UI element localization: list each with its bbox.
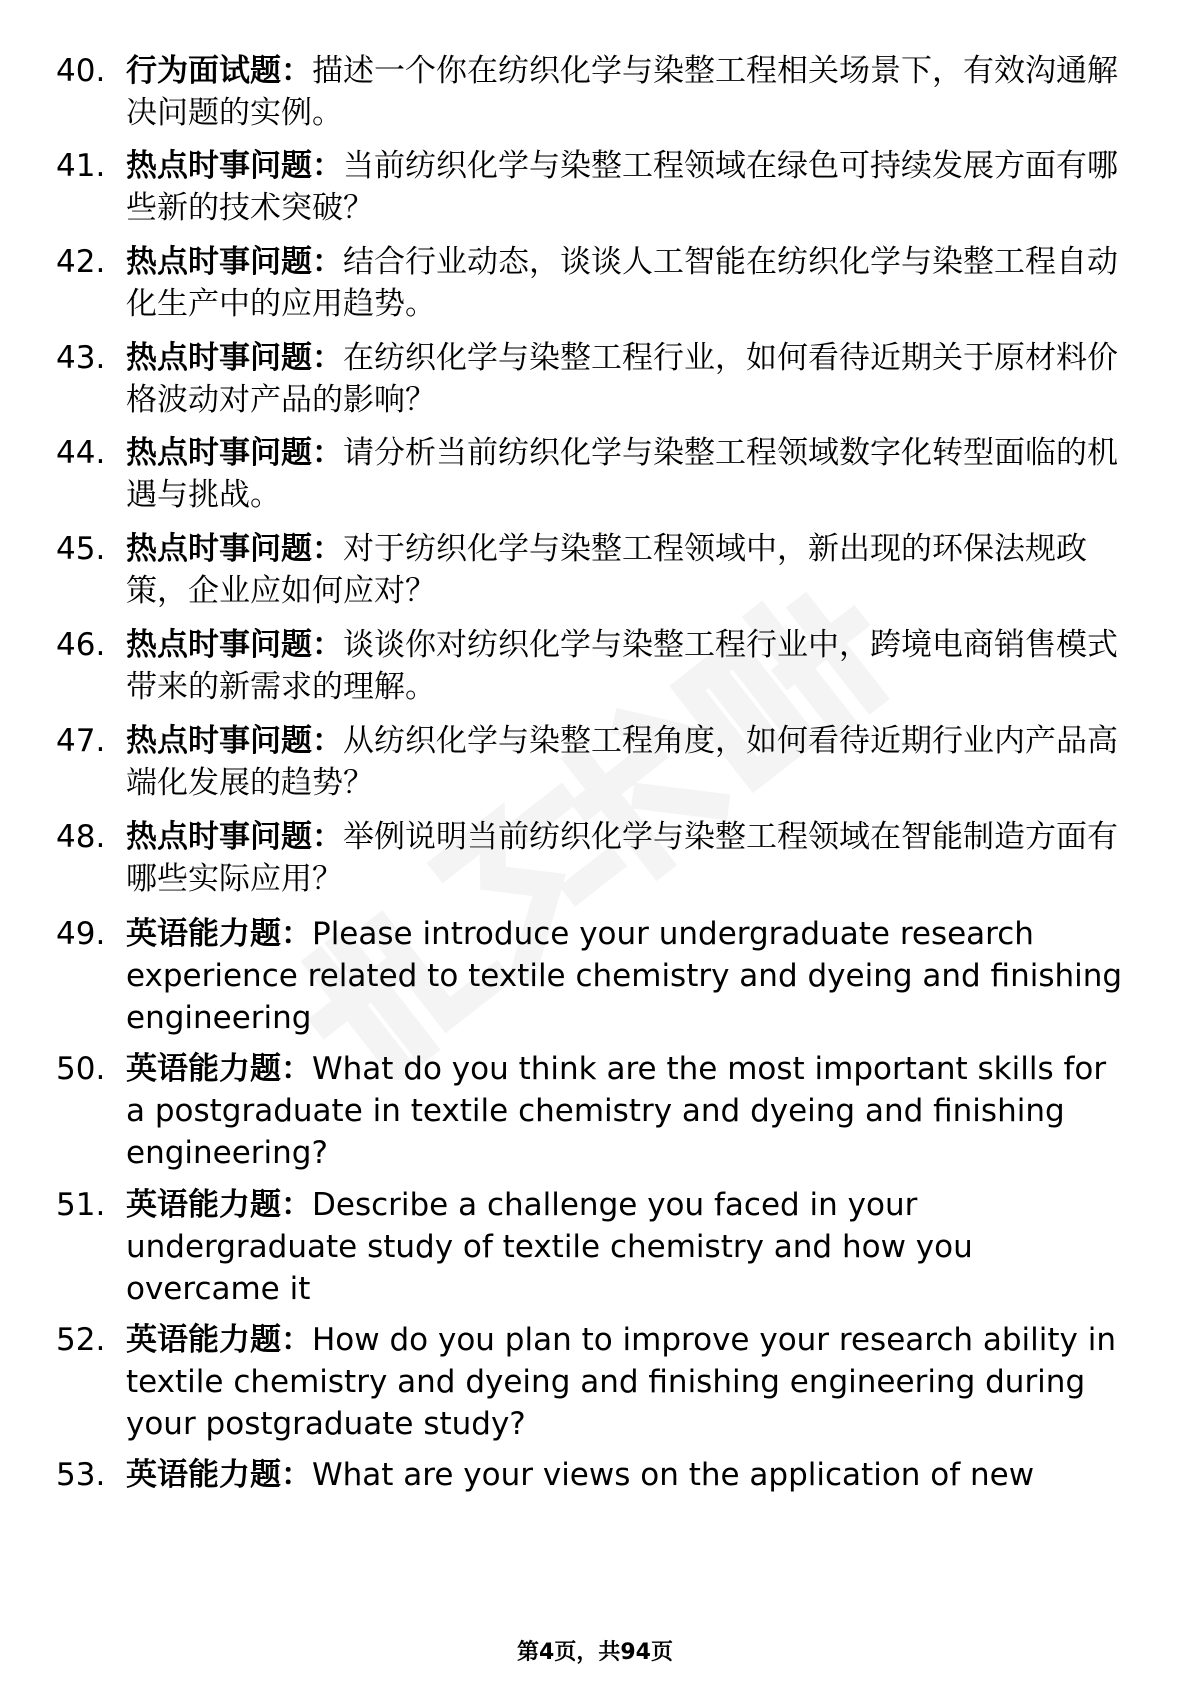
item-category: 热点时事问题：: [126, 627, 343, 663]
item-number: 45.: [56, 531, 106, 567]
item-number: 49.: [56, 916, 106, 952]
item-number: 41.: [56, 148, 106, 184]
item-content: [126, 241, 1126, 325]
item-content: [126, 624, 1126, 708]
item-number: 42.: [56, 244, 106, 280]
item-content: [126, 145, 1126, 229]
page-number-label: 第4页，共94页: [517, 1640, 673, 1665]
item-content: [126, 432, 1126, 516]
item-content: [126, 1454, 1126, 1496]
item-text: 结合行业动态，谈谈人工智能在纺织化学与染整工程自动化生产中的应用趋势。: [126, 244, 1118, 322]
item-category: 英语能力题：: [126, 1051, 312, 1087]
item-number: 51.: [56, 1187, 106, 1223]
item-text: What do you think are the most important skills for a postgraduate in textile chemistry and dyeing and finishing engineering?: [126, 1051, 1107, 1171]
item-text: Please introduce your undergraduate research experience related to textile chemistry and dyeing and finishing engineering: [126, 916, 1123, 1036]
item-category: 英语能力题：: [126, 1457, 312, 1493]
item-number: 40.: [56, 53, 106, 89]
item-text: 当前纺织化学与染整工程领域在绿色可持续发展方面有哪些新的技术突破？: [126, 148, 1118, 226]
item-content: [126, 50, 1126, 134]
item-category: 英语能力题：: [126, 1322, 312, 1358]
item-text: 对于纺织化学与染整工程领域中，新出现的环保法规政策，企业应如何应对？: [126, 531, 1087, 609]
item-category: 热点时事问题：: [126, 340, 343, 376]
item-content: [126, 816, 1126, 900]
item-category: 热点时事问题：: [126, 148, 343, 184]
item-content: [126, 1184, 1126, 1310]
item-text: How do you plan to improve your research ability in textile chemistry and dyeing and finishing engineering during your postgraduate study?: [126, 1322, 1117, 1442]
item-category: 英语能力题：: [126, 1187, 312, 1223]
item-content: [126, 528, 1126, 612]
item-text: 谈谈你对纺织化学与染整工程行业中，跨境电商销售模式带来的新需求的理解。: [126, 627, 1118, 705]
item-text: What are your views on the application of new: [312, 1457, 1035, 1493]
item-content: [126, 1048, 1126, 1174]
item-text: Describe a challenge you faced in your undergraduate study of textile chemistry and how you overcame it: [126, 1187, 973, 1307]
item-content: [126, 337, 1126, 421]
item-text: 在纺织化学与染整工程行业，如何看待近期关于原材料价格波动对产品的影响？: [126, 340, 1118, 418]
item-number: 53.: [56, 1457, 106, 1493]
item-category: 英语能力题：: [126, 916, 312, 952]
item-text: 请分析当前纺织化学与染整工程领域数字化转型面临的机遇与挑战。: [126, 435, 1118, 513]
item-text: 描述一个你在纺织化学与染整工程相关场景下，有效沟通解决问题的实例。: [126, 53, 1118, 131]
item-number: 48.: [56, 819, 106, 855]
item-number: 46.: [56, 627, 106, 663]
item-content: [126, 913, 1126, 1039]
item-number: 52.: [56, 1322, 106, 1358]
item-category: 热点时事问题：: [126, 244, 343, 280]
item-category: 行为面试题：: [126, 53, 312, 89]
item-text: 举例说明当前纺织化学与染整工程领域在智能制造方面有哪些实际应用？: [126, 819, 1118, 897]
item-number: 47.: [56, 723, 106, 759]
page-footer: [0, 1638, 1190, 1668]
item-content: [126, 1319, 1126, 1445]
item-category: 热点时事问题：: [126, 435, 343, 471]
item-category: 热点时事问题：: [126, 819, 343, 855]
item-content: [126, 720, 1126, 804]
item-text: 从纺织化学与染整工程角度，如何看待近期行业内产品高端化发展的趋势？: [126, 723, 1118, 801]
item-category: 热点时事问题：: [126, 723, 343, 759]
item-number: 44.: [56, 435, 106, 471]
item-category: 热点时事问题：: [126, 531, 343, 567]
item-number: 50.: [56, 1051, 106, 1087]
item-number: 43.: [56, 340, 106, 376]
